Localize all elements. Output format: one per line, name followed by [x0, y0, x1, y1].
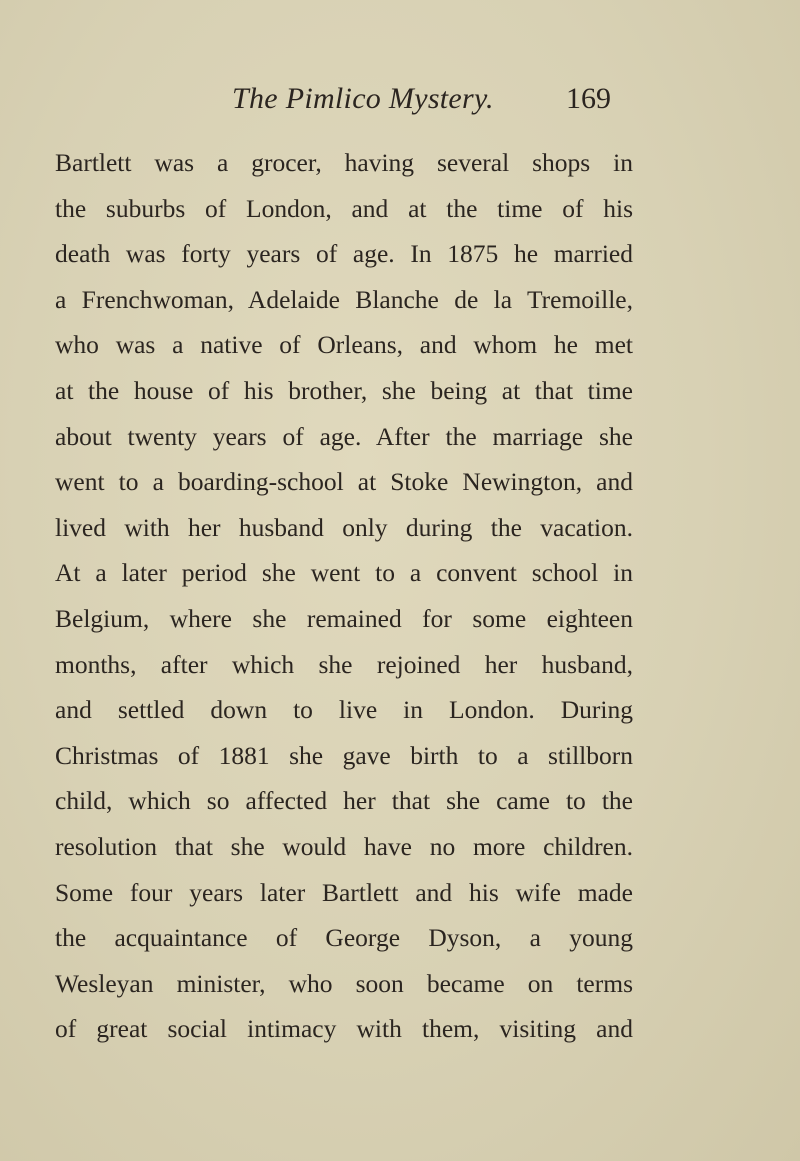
body-text [55, 140, 633, 1052]
text-line: child, which so affected her that she came to the [55, 786, 633, 816]
text-line: about twenty years of age. After the marriage she [55, 421, 633, 451]
text-line: who was a native of Orleans, and whom he met [55, 330, 633, 360]
text-line: Belgium, where she remained for some eighteen [55, 603, 633, 633]
text-line: of great social intimacy with them, visiting and [55, 1014, 633, 1044]
running-title: The Pimlico Mystery. [232, 82, 494, 115]
text-line: lived with her husband only during the vacation. [55, 512, 633, 542]
page-number: 169 [566, 82, 611, 115]
text-line: months, after which she rejoined her husband, [55, 649, 633, 679]
text-line: the acquaintance of George Dyson, a young [55, 923, 633, 953]
text-line: a Frenchwoman, Adelaide Blanche de la Tremoille, [55, 284, 633, 314]
text-line: Christmas of 1881 she gave birth to a stillborn [55, 740, 633, 770]
text-line: at the house of his brother, she being at that time [55, 375, 633, 405]
text-line: Bartlett was a grocer, having several shops in [55, 148, 633, 177]
text-line: resolution that she would have no more children. [55, 831, 633, 861]
text-line: death was forty years of age. In 1875 he married [55, 239, 633, 269]
text-line: went to a boarding-school at Stoke Newington, and [55, 467, 633, 497]
text-line: At a later period she went to a convent school in [55, 558, 633, 588]
running-head [0, 68, 800, 118]
text-line: Wesleyan minister, who soon became on terms [55, 968, 633, 998]
text-line: and settled down to live in London. During [55, 695, 633, 725]
text-line: the suburbs of London, and at the time of his [55, 193, 633, 223]
text-line: Some four years later Bartlett and his wife made [55, 877, 633, 907]
